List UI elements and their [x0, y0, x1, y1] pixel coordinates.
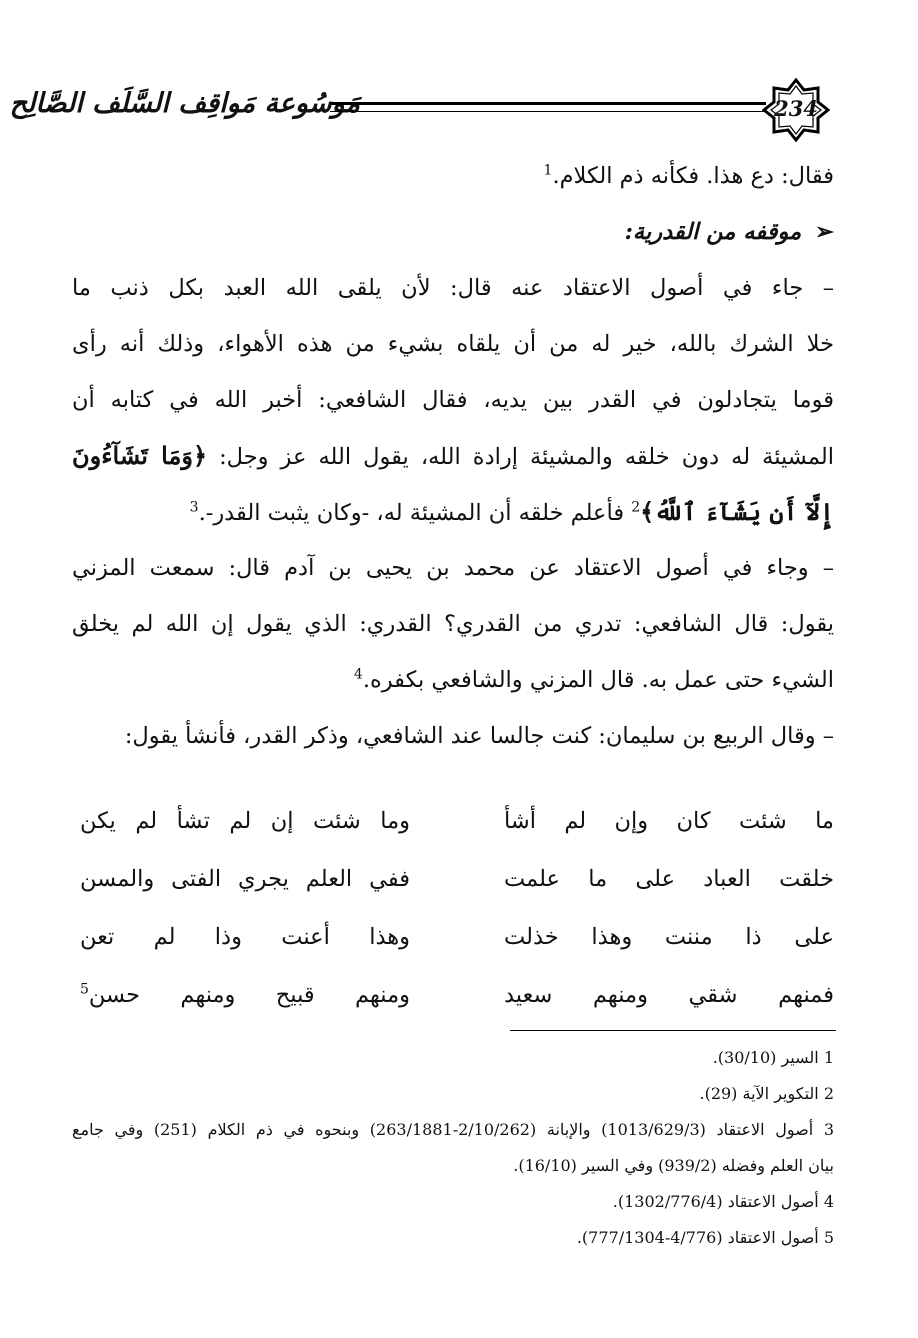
text-line: – جاء في أصول الاعتقاد عنه قال: لأن يلقى الله العبد بكل ذنب ما: [72, 275, 834, 301]
poem: [72, 792, 834, 1024]
poem-first-hemistich: على ذا مننت وهذا خذلت: [504, 924, 834, 950]
poem-second-hemistich: [80, 966, 410, 1024]
poem-verse: [72, 908, 834, 966]
poem-first-hemistich: فمنهم شقي ومنهم سعيد: [504, 982, 834, 1008]
footnote-separator: [510, 1030, 836, 1031]
poem-first-hemistich: ما شئت كان وإن لم أشأ: [504, 808, 834, 834]
arrow-bullet-icon: ➢: [815, 219, 834, 245]
footnote-ref: 4: [353, 666, 363, 683]
page-number: 234: [774, 96, 818, 121]
text-span: ومنهم قبيح ومنهم حسن: [88, 982, 410, 1008]
footnote: 5 أصول الاعتقاد (4/776-777/1304).: [576, 1228, 834, 1247]
text-span: فقال: دع هذا. فكأنه ذم الكلام.: [552, 163, 834, 189]
poem-verse: [72, 792, 834, 850]
running-header: [9, 78, 870, 144]
footnote: 4 أصول الاعتقاد (1302/776/4).: [612, 1192, 834, 1211]
footnote-ref: 5: [80, 981, 89, 998]
poem-verse: [72, 966, 834, 1024]
text-line: [72, 428, 834, 484]
poem-second-hemistich: ففي العلم يجري الفتى والمسن: [80, 866, 410, 892]
text-line: خلا الشرك بالله، خير له من أن يلقاه بشيء من هذه الأهواء، وذلك أنه رأى: [72, 331, 834, 357]
poem-second-hemistich: وما شئت إن لم تشأ لم يكن: [80, 808, 410, 834]
footnote-ref: 2: [631, 499, 641, 516]
header-rule: [330, 102, 766, 112]
quran-verse: ﴿وَمَا تَشَآءُونَ: [72, 441, 207, 470]
series-title: مَوسُوعة مَواقِف السَّلَف الصَّالِح: [9, 88, 360, 119]
footnote: 1 السير (30/10).: [712, 1048, 834, 1067]
text-line: يقول: قال الشافعي: تدري من القدري؟ القدري: الذي يقول إن الله لم يخلق: [72, 611, 834, 637]
footnote: 3 أصول الاعتقاد (1013/629/3) والإبانة (2/10/262-263/1881) وبنحوه في ذم الكلام (251) وفي جامع: [72, 1120, 834, 1139]
page-number-badge: [762, 78, 830, 146]
text-line: – وجاء في أصول الاعتقاد عن محمد بن يحيى بن آدم قال: سمعت المزني: [72, 555, 834, 581]
text-span: الشيء حتى عمل به. قال المزني والشافعي بكفره.: [362, 667, 834, 693]
text-line: [72, 484, 834, 540]
footnote-continuation: بيان العلم وفضله (939/2) وفي السير (16/10).: [513, 1156, 834, 1175]
poem-second-hemistich: وهذا أعنت وذا لم تعن: [80, 924, 410, 950]
poem-first-hemistich: خلقت العباد على ما علمت: [504, 866, 834, 892]
text-line: [72, 652, 834, 708]
text-line: قوما يتجادلون في القدر بين يديه، فقال الشافعي: أخبر الله في كتابه أن: [72, 387, 834, 413]
main-text: [72, 148, 834, 764]
footnote: 2 التكوير الآية (29).: [699, 1084, 834, 1103]
text-span: فأعلم خلقه أن المشيئة له، -وكان يثبت القدر-.: [198, 500, 625, 526]
section-heading: [72, 204, 834, 260]
text-span: المشيئة له دون خلقه والمشيئة إرادة الله، يقول الله عز وجل:: [219, 444, 834, 470]
footnote-ref: 3: [189, 499, 199, 516]
footnote-ref: 1: [543, 162, 553, 179]
quran-verse: إِلَّآ أَن يَشَآءَ ٱللَّهُ﴾: [640, 497, 834, 526]
section-heading-text: موقفه من القدرية:: [624, 219, 802, 245]
poem-verse: [72, 850, 834, 908]
text-line: [72, 148, 834, 204]
footnotes: [72, 1040, 834, 1256]
text-line: – وقال الربيع بن سليمان: كنت جالسا عند الشافعي، وذكر القدر، فأنشأ يقول:: [124, 723, 834, 749]
